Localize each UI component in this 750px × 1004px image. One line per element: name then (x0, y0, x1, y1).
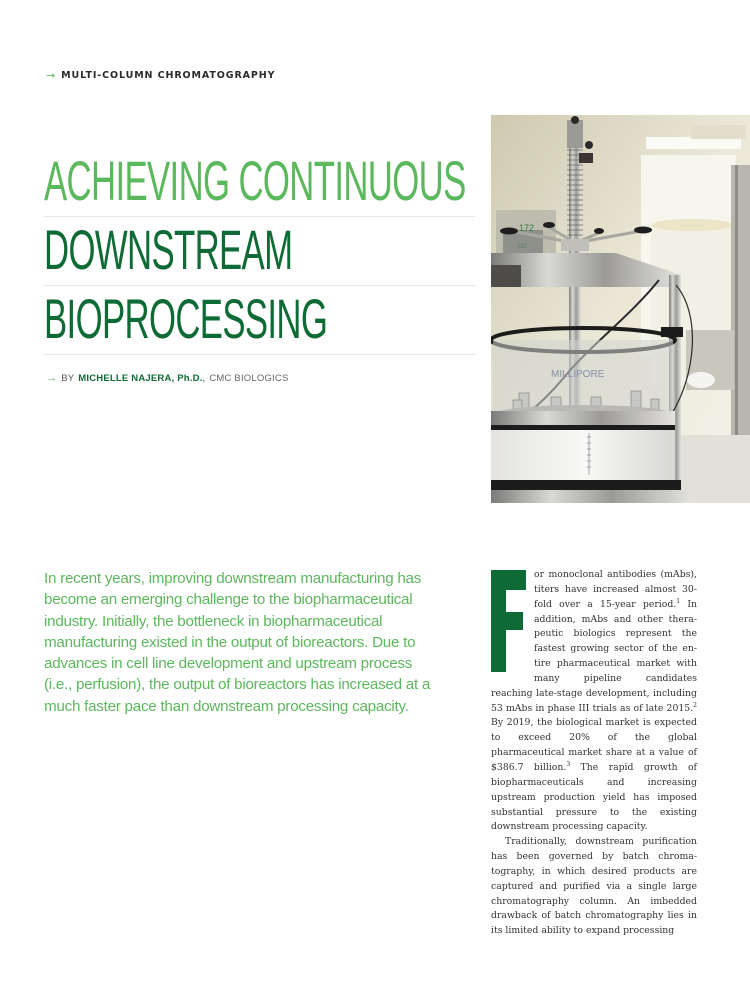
author-name: MICHELLE NAJERA, Ph.D. (78, 372, 203, 384)
article-title (44, 150, 475, 357)
footnote-ref: 3 (566, 760, 571, 768)
title-line-1: ACHIEVING CONTINUOUS (44, 149, 466, 212)
section-label (46, 69, 275, 82)
intro-paragraph: In recent years, improving downstream manufacturing has become an emerging challenge to the biopharmaceutical industry. Initially, the bottleneck in biopharmaceutical manufacturing existed in the output of bioreactors. Due to advances in cell line development and upstream process (i.e., perfusion), the output of bioreactors has increased at a much faster pace than downstream processing capacity. (44, 570, 431, 715)
footnote-ref: 1 (676, 597, 681, 605)
body-paragraph-2: Traditionally, downstream purification has been governed by batch chromatography, in which desired products are captured and purified via a single large chromatography column. An imbedded drawback of batch chromatography lies in its limited ability to expand processing (491, 836, 697, 937)
article-body (491, 568, 697, 939)
byline-separator: , (202, 372, 206, 384)
arrow-right-icon: → (46, 372, 58, 384)
body-text: The rapid growth of biopharmaceuticals and increasing upstream production yield has imposed substantial pressure to the existing downstream processing capacity. (491, 761, 697, 833)
title-divider (44, 216, 475, 217)
title-divider (44, 354, 475, 355)
section-label-text: MULTI-COLUMN CHROMATOGRAPHY (61, 70, 276, 81)
svg-text:MILLIPORE: MILLIPORE (551, 369, 605, 380)
title-divider (44, 285, 475, 286)
author-organization: CMC BIOLOGICS (209, 372, 289, 384)
title-line-2: DOWNSTREAM (44, 218, 293, 281)
byline-prefix: BY (61, 372, 75, 384)
footnote-ref: 2 (693, 701, 697, 709)
svg-text:162: 162 (517, 244, 528, 250)
body-text: In addition, mAbs and other therapeutic biologics represent the fastest growing sector of the entire pharmaceutical market with many pipeline candidates reaching late-stage development, including 53 mAbs in phase III trials as of late 2015. (491, 598, 697, 714)
body-text: By 2019, the biological market is expected to exceed 20% of the global pharmaceutical market share at a value of $386.7 billion. (491, 717, 697, 773)
chromatography-column-photo (491, 115, 750, 503)
drop-cap (491, 570, 526, 672)
byline (46, 372, 288, 384)
body-text: or monoclonal antibodies (mAbs), titers have increased almost 30-fold over a 15-year period. (534, 569, 697, 610)
arrow-right-icon: → (46, 69, 57, 82)
title-line-3: BIOPROCESSING (44, 287, 328, 350)
svg-text:172: 172 (519, 223, 535, 233)
